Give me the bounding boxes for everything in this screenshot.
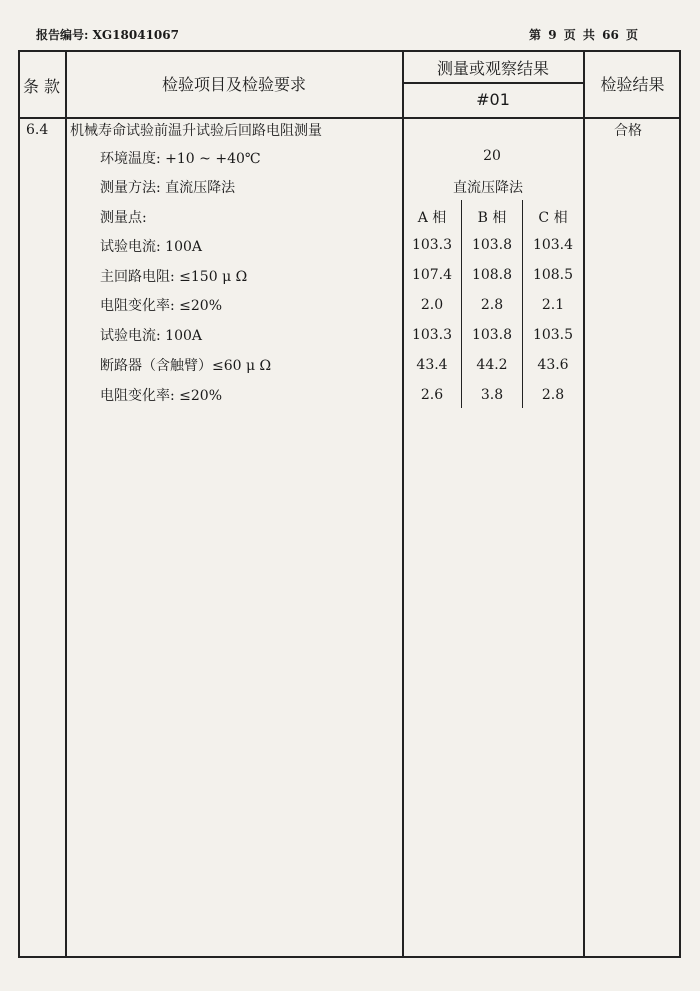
col-divider-item [402,50,404,958]
row-label: 试验电流: 100A [100,328,202,344]
phase-a: 103.3 [411,237,453,253]
header-sample: #01 [476,90,510,109]
row-value: 直流压降法 [453,180,523,196]
row-label: 电阻变化率: ≤20% [100,388,223,404]
section-title: 机械寿命试验前温升试验后回路电阻测量 [70,123,322,139]
row-label: 试验电流: 100A [100,239,202,255]
section-result: 合格 [614,123,642,139]
phase-a: 43.4 [416,357,448,373]
row-label: 环境温度: +10 ~ +40℃ [100,151,261,167]
phase-divider-bc [522,200,523,408]
phase-b: B 相 [477,210,507,226]
row-label: 测量点: [100,210,147,226]
phase-a: A 相 [417,210,447,226]
section-clause: 6.4 [26,122,49,138]
phase-b: 2.8 [480,297,504,313]
phase-a: 2.6 [420,387,444,403]
page-info: 第 9 页 共 66 页 [529,28,638,42]
header-measure: 测量或观察结果 [436,59,549,78]
report-number: 报告编号: XG18041067 [36,28,179,42]
row-label: 测量方法: 直流压降法 [100,180,236,196]
phase-b: 103.8 [471,327,513,343]
header-clause: 条 款 [22,77,61,96]
phase-a: 103.3 [411,327,453,343]
col-divider-measure [583,50,585,958]
header-result: 检验结果 [600,75,665,94]
header-divider [18,117,681,119]
phase-b: 44.2 [476,357,508,373]
phase-c: 2.8 [541,387,565,403]
row-value: 20 [483,148,501,164]
phase-c: 2.1 [541,297,565,313]
row-label: 电阻变化率: ≤20% [100,298,223,314]
phase-a: 107.4 [411,267,453,283]
phase-c: 103.4 [532,237,574,253]
phase-c: 103.5 [532,327,574,343]
phase-c: C 相 [538,210,568,226]
row-label: 断路器（含触臂）≤60 μ Ω [100,358,272,374]
phase-divider-ab [461,200,462,408]
page-header [36,26,638,42]
phase-a: 2.0 [420,297,444,313]
measure-subdivider [402,82,583,84]
col-divider-clause [65,50,67,958]
phase-c: 108.5 [532,267,574,283]
row-label: 主回路电阻: ≤150 μ Ω [100,269,248,285]
phase-b: 3.8 [480,387,504,403]
phase-b: 103.8 [471,237,513,253]
phase-b: 108.8 [471,267,513,283]
header-item: 检验项目及检验要求 [161,75,306,94]
phase-c: 43.6 [537,357,569,373]
